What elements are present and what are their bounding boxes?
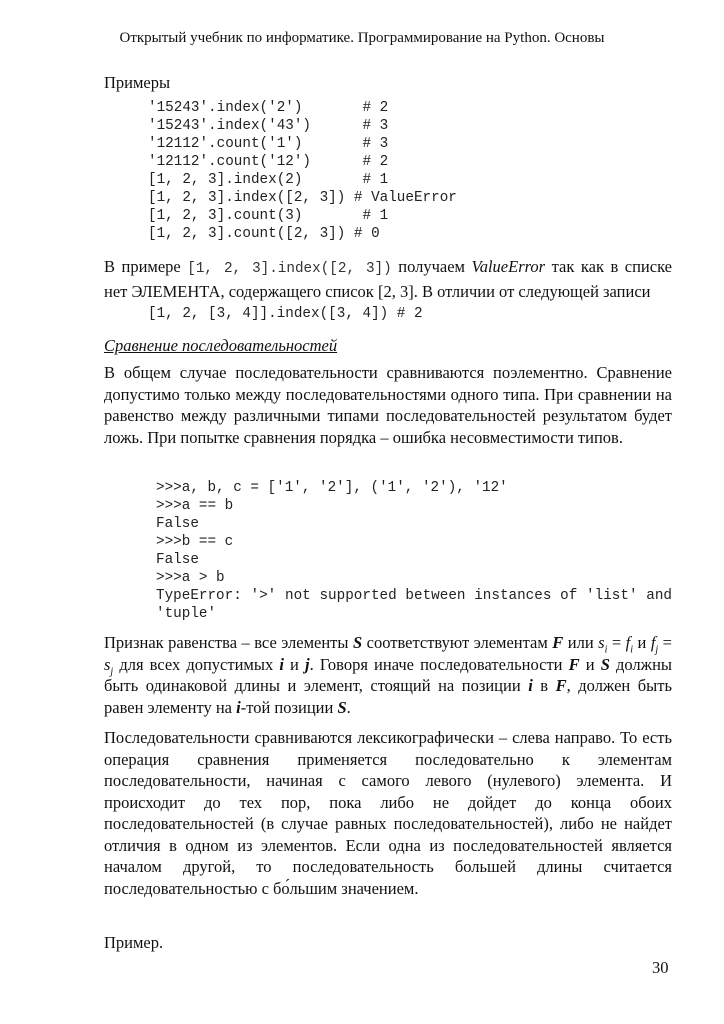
code-line: >>>a > b bbox=[156, 570, 225, 586]
text: так как в списке нет ЭЛЕМЕНТА, содержащего список [2, 3]. В отличии от следующей записи bbox=[104, 257, 672, 301]
running-header: Открытый учебник по информатике. Программирование на Python. Основы bbox=[119, 30, 605, 46]
compare-code-block bbox=[156, 479, 672, 623]
code-line: [1, 2, 3].index([2, 3]) # ValueError bbox=[148, 190, 457, 206]
text: должны быть одинаковой длины и элемент, стоящий на позиции bbox=[104, 654, 672, 695]
example2-code: [1, 2, [3, 4]].index([3, 4]) # 2 bbox=[148, 306, 423, 322]
paragraph-index-explanation bbox=[104, 256, 672, 302]
code-error-line: TypeError: '>' not supported between instances of 'list' and 'tuple' bbox=[156, 588, 672, 622]
text: -той позиции bbox=[240, 697, 338, 717]
var-s: s bbox=[104, 654, 111, 674]
text: для всех допустимых bbox=[113, 654, 280, 674]
code-line: >>>b == c bbox=[156, 534, 234, 550]
var-F: F bbox=[568, 654, 580, 674]
var-F: F bbox=[555, 676, 567, 695]
sub-i: i bbox=[604, 644, 608, 656]
code-line: '12112'.count('12') # 2 bbox=[148, 154, 389, 170]
code-line: [1, 2, 3].count([2, 3]) # 0 bbox=[148, 226, 380, 242]
paragraph-lexicographic: Последовательности сравниваются лексикографически – слева направо. То есть операция сравнения применяется последовательно к элементам последовательности, начиная с самого левого (нулевого) элемента. И происходит до тех пор, пока либо не дойдет до конца обоих последовательностей (в случае равных последовательностей), либо не найдет отличия в одном из элементов. Если одна из последовательностей является началом другой, то последовательность большей длины считается последовательностью с бо́льшим значением. bbox=[104, 728, 672, 898]
code-line: >>>a == b bbox=[156, 498, 234, 514]
var-S: S bbox=[337, 697, 347, 717]
var-j: j bbox=[304, 654, 310, 674]
var-F: F bbox=[552, 633, 564, 652]
var-s: s bbox=[598, 633, 605, 652]
text: Признак равенства – все элементы bbox=[104, 633, 353, 652]
text: получаем bbox=[391, 257, 472, 276]
text: и bbox=[283, 654, 305, 674]
text: соответствуют элементам bbox=[362, 633, 553, 652]
text: или bbox=[563, 633, 599, 652]
var-i: i bbox=[279, 654, 284, 674]
examples-code-block bbox=[148, 99, 716, 243]
code-line: [1, 2, 3].index(2) # 1 bbox=[148, 172, 389, 188]
section-heading: Сравнение последовательностей bbox=[104, 336, 338, 355]
code-line: [1, 2, 3].count(3) # 1 bbox=[148, 208, 389, 224]
var-S: S bbox=[352, 633, 363, 652]
sub-j: j bbox=[655, 644, 659, 656]
code-line: >>>a, b, c = ['1', '2'], ('1', '2'), '12' bbox=[156, 480, 508, 496]
text: В примере bbox=[104, 257, 188, 276]
text: и bbox=[579, 654, 601, 674]
var-i: i bbox=[236, 697, 241, 717]
text: . bbox=[346, 697, 351, 717]
code-line: False bbox=[156, 516, 199, 532]
text: и bbox=[633, 633, 651, 652]
text: = bbox=[658, 633, 672, 652]
inline-code: [1, 2, 3].index([2, 3]) bbox=[187, 261, 392, 277]
sub-i: i bbox=[630, 644, 634, 656]
text: , должен быть равен элементу на bbox=[104, 676, 672, 717]
var-f: f bbox=[625, 633, 631, 652]
code-line: '15243'.index('2') # 2 bbox=[148, 100, 389, 116]
error-name: ValueError bbox=[471, 257, 546, 276]
sub-j: j bbox=[110, 665, 114, 677]
var-S: S bbox=[600, 654, 610, 674]
text: . Говоря иначе последовательности bbox=[309, 654, 569, 674]
examples-label: Примеры bbox=[104, 73, 171, 92]
text: в bbox=[532, 676, 556, 695]
var-i: i bbox=[528, 676, 533, 695]
code-line: '12112'.count('1') # 3 bbox=[148, 136, 389, 152]
page-number: 30 bbox=[652, 958, 669, 977]
example-label: Пример. bbox=[104, 933, 164, 952]
paragraph-equality bbox=[104, 632, 672, 718]
code-line: False bbox=[156, 552, 199, 568]
var-f: f bbox=[650, 633, 656, 652]
text: = bbox=[607, 633, 626, 652]
code-line: '15243'.index('43') # 3 bbox=[148, 118, 389, 134]
paragraph-comparison: В общем случае последовательности сравниваются поэлементно. Сравнение допустимо только между последовательностями одного типа. При сравнении на равенство между различными типами последовательностей результатом будет ложь. При попытке сравнения порядка – ошибка несовместимости типов. bbox=[104, 363, 672, 447]
